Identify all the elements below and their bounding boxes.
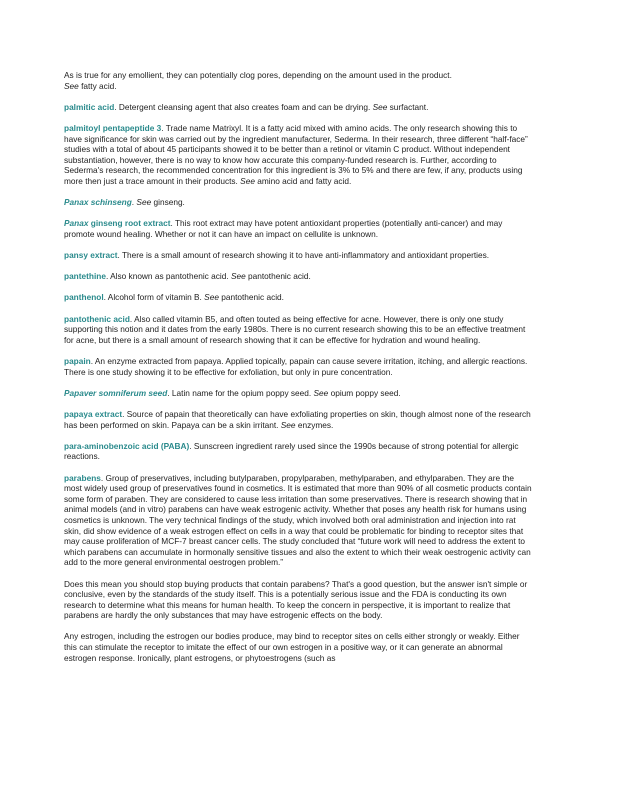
entry-paba: para-aminobenzoic acid (PABA). Sunscreen ingredient rarely used since the 1990s because of strong potential for allergic reactions.	[64, 440, 519, 462]
entry-palmitic-acid: palmitic acid. Detergent cleansing agent that also creates foam and can be drying. See surfactant.	[64, 101, 429, 112]
entry-pantothenic-acid: pantothenic acid. Also called vitamin B5, and often touted as being effective for acne. However, there is only one study supporting this notion and it dates from the early 1980s. There is no current research showing this to be an effective treatment for acne, but there is a small amount of research showing that it can be effective for hydration and wound healing.	[64, 313, 526, 345]
entry-term: palmitoyl pentapeptide 3	[64, 122, 162, 133]
document-page	[64, 70, 532, 674]
entry-term: palmitic acid	[64, 101, 115, 112]
entry-term: para-aminobenzoic acid (PABA)	[64, 440, 190, 451]
entry-panax-schinseng: Panax schinseng. See ginseng.	[64, 197, 185, 208]
entry-panax-ginseng-root-extract: Panax ginseng root extract. This root extract may have potent antioxidant properties (potentially anti-cancer) and may promote wound healing. Whether or not it can have an impact on cellulite is unknown.	[64, 218, 503, 239]
see-reference: See	[372, 101, 388, 112]
paragraph-estrogen-binding: Any estrogen, including the estrogen our bodies produce, may bind to receptor sites on cells either strongly or weakly. Either this can stimulate the receptor to imitate the effect of our own estrogen in a positive way, or it can generate an abnormal estrogen response. Ironically, plant estrogens, or phytoestrogens (such as	[64, 631, 520, 663]
entry-term: pansy extract	[64, 250, 118, 261]
entry-term: Panax schinseng	[64, 197, 132, 208]
see-reference: See	[240, 175, 255, 186]
entry-panthenol: panthenol. Alcohol form of vitamin B. See pantothenic acid.	[64, 292, 284, 303]
see-reference: See	[313, 387, 329, 398]
paragraph-parabens-question: Does this mean you should stop buying products that contain parabens? That's a good question, but the answer isn't simple or conclusive, even by the standards of the study itself. This is a potentially serious issue and the FDA is conducting its own research to determine what this means for human health. To keep the concern in perspective, it is important to realize that parabens are hardly the only substances that may have estrogenic effects on the body.	[64, 578, 528, 621]
entry-term: Papaver somniferum seed	[64, 387, 168, 398]
entry-term: papaya extract	[64, 409, 123, 419]
see-reference: See	[204, 292, 219, 303]
entry-term: papain	[64, 356, 91, 367]
entry-papaver-somniferum-seed: Papaver somniferum seed. Latin name for the opium poppy seed. See opium poppy seed.	[64, 387, 401, 398]
entry-palmitoyl-pentapeptide-3: palmitoyl pentapeptide 3. Trade name Matrixyl. It is a fatty acid mixed with amino acids. The only research showing this to have significance for skin was carried out by the ingredient manufacturer, Sederma. In their research, three different “half-face” studies with a total of about 45 participants showed it to be better than a retinol or vitamin C product. Without independent substantiation, however, there is no way to know how accurate this company-funded research is. Further, according to Sederma's research, the recommended concentration for this ingredient is 3% to 5% and there are few, if any, products using more then just a trace amount in their products. See amino acid and fatty acid.	[64, 122, 528, 186]
see-reference: See	[280, 419, 296, 430]
entry-term: pantethine	[64, 271, 106, 282]
entry-term: pantothenic acid	[64, 313, 130, 324]
entry-pantethine: pantethine. Also known as pantothenic acid. See pantothenic acid.	[64, 271, 311, 282]
entry-term: ginseng root extract	[88, 218, 171, 229]
entry-term-italic: Panax	[64, 218, 89, 229]
entry-papaya-extract: papaya extract. Source of papain that theoretically can have exfoliating properties on skin, though almost none of the research has been performed on skin. Papaya can be a skin irritant. See enzymes.	[64, 409, 531, 430]
entry-term: panthenol	[64, 292, 104, 303]
entry-parabens: parabens. Group of preservatives, including butylparaben, propylparaben, methylparaben, and ethylparaben. They are the most widely used group of preservatives found in cosmetics. It is estimated that more than 90% of all cosmetic products contain some form of paraben. They are considered to cause less irritation than some preservatives. There is research showing that in animal models (and in vitro) parabens can have weak estrogenic activity. Whether that poses any health risk for humans using cosmetics is unknown. The very technical findings of the study, which involved both oral administration and injection into rat skin, did show evidence of a weak estrogen effect on cells in a way that could be problematic for binding to receptor sites that may cause proliferation of MCF-7 breast cancer cells. The study concluded that “future work will need to address the extent to which parabens can accumulate in hormonally sensitive tissues and also the extent to which their weak oestrogenic activity can add to the more general environmental oestrogen problem.”	[64, 472, 532, 568]
see-reference: See	[64, 80, 79, 91]
see-reference: See	[136, 197, 152, 208]
entry-term: parabens	[64, 472, 101, 483]
see-reference: See	[230, 271, 246, 282]
entry-pansy-extract: pansy extract. There is a small amount of research showing it to have anti-inflammatory and antioxidant properties.	[64, 250, 490, 261]
paragraph-emollient-intro: As is true for any emollient, they can potentially clog pores, depending on the amount used in the product. See fatty acid.	[64, 70, 452, 91]
entry-papain: papain. An enzyme extracted from papaya. Applied topically, papain can cause severe irritation, itching, and allergic reactions. There is one study showing it to be effective for exfoliation, but only in pure concentration.	[64, 356, 528, 377]
